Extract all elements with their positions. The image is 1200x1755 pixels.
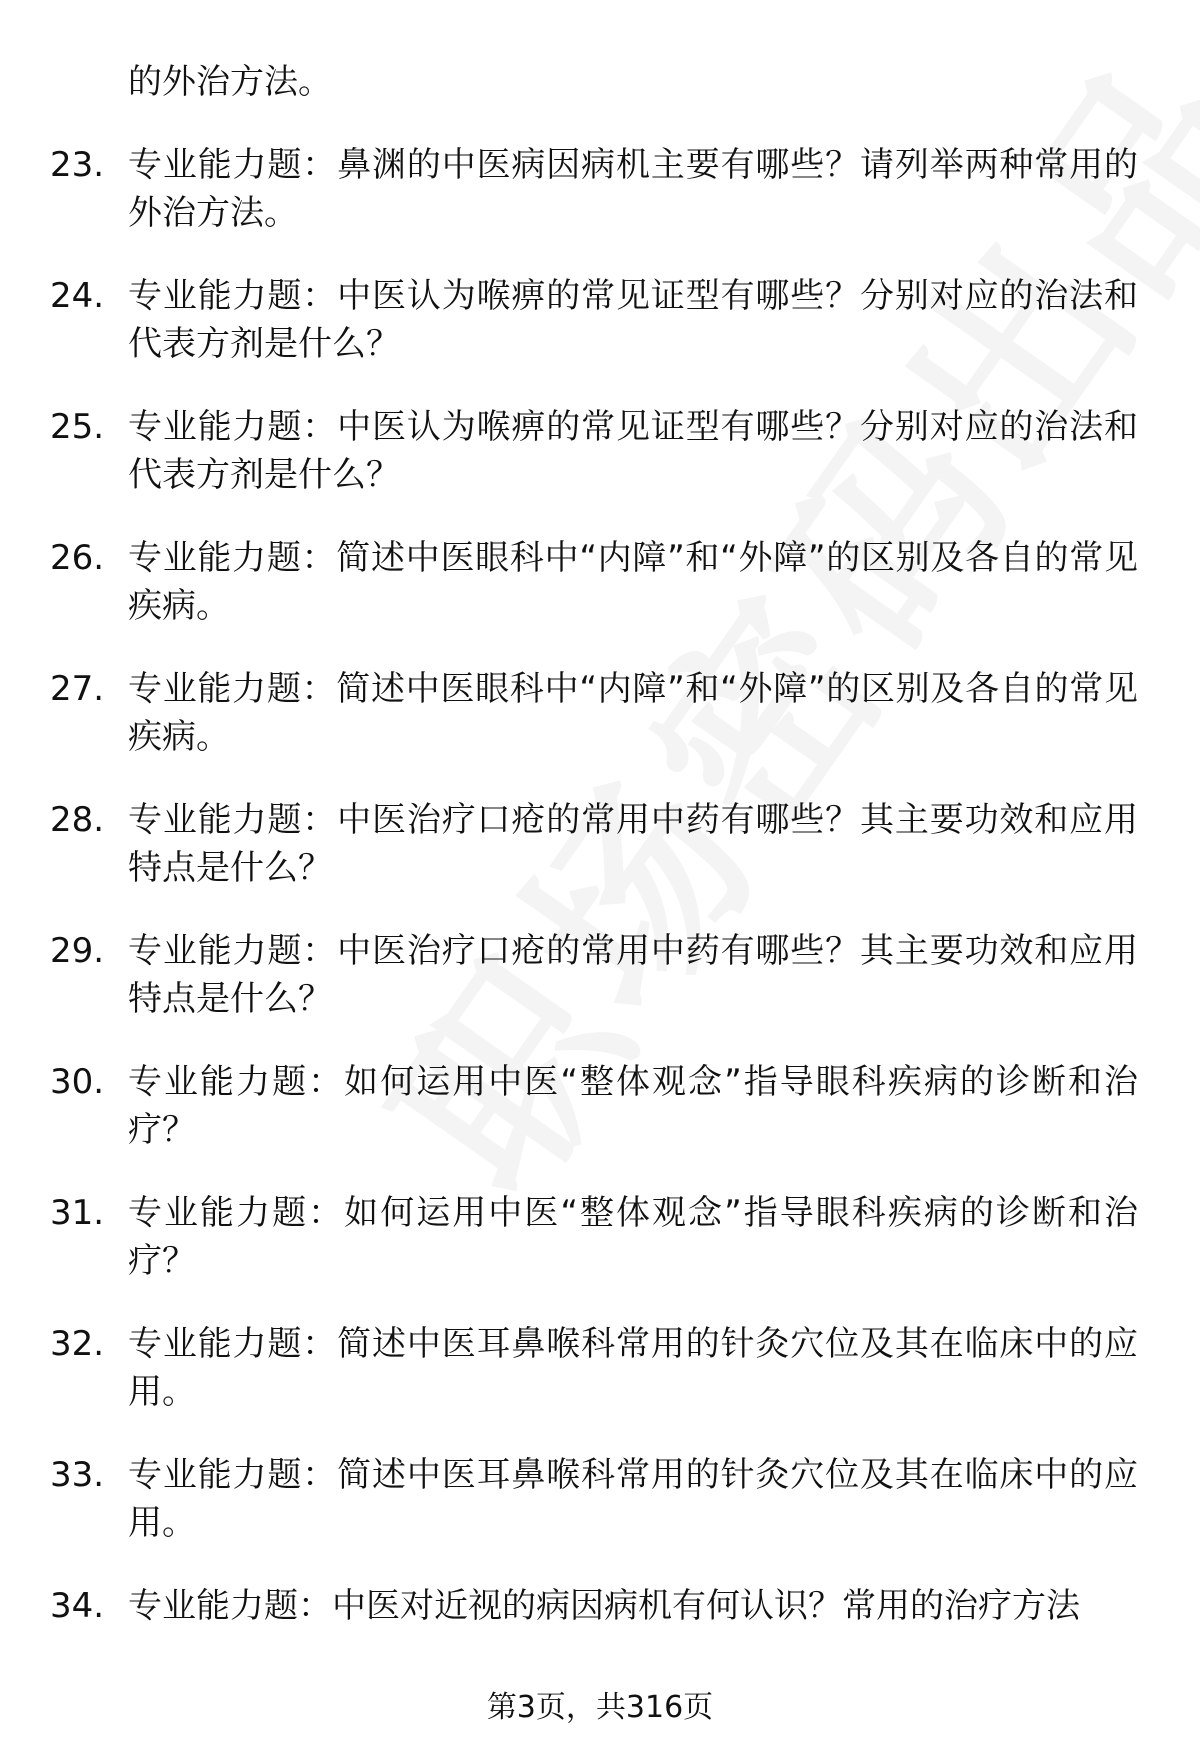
question-text: 专业能力题：简述中医眼科中“内障”和“外障”的区别及各自的常见疾病。 xyxy=(128,669,1138,757)
question-item xyxy=(0,927,1200,1058)
question-item xyxy=(0,1058,1200,1189)
question-text: 专业能力题：中医治疗口疮的常用中药有哪些？其主要功效和应用特点是什么？ xyxy=(128,800,1138,888)
question-text: 专业能力题：中医认为喉痹的常见证型有哪些？分别对应的治法和代表方剂是什么？ xyxy=(128,276,1138,364)
question-item xyxy=(0,1451,1200,1582)
continuation-text: 的外治方法。 xyxy=(128,62,332,102)
question-number: 29. xyxy=(50,931,105,971)
question-number: 30. xyxy=(50,1062,105,1102)
question-number: 31. xyxy=(50,1193,105,1233)
question-text: 专业能力题：简述中医眼科中“内障”和“外障”的区别及各自的常见疾病。 xyxy=(128,538,1138,626)
question-text: 专业能力题：中医认为喉痹的常见证型有哪些？分别对应的治法和代表方剂是什么？ xyxy=(128,407,1138,495)
question-list xyxy=(0,141,1200,1713)
question-number: 25. xyxy=(50,407,105,447)
question-text: 专业能力题：简述中医耳鼻喉科常用的针灸穴位及其在临床中的应用。 xyxy=(128,1324,1138,1412)
question-text: 专业能力题：鼻渊的中医病因病机主要有哪些？请列举两种常用的外治方法。 xyxy=(128,145,1138,233)
question-number: 34. xyxy=(50,1586,105,1626)
question-item xyxy=(0,534,1200,665)
question-text: 专业能力题：中医治疗口疮的常用中药有哪些？其主要功效和应用特点是什么？ xyxy=(128,931,1138,1019)
question-number: 32. xyxy=(50,1324,105,1364)
question-text: 专业能力题：中医对近视的病因病机有何认识？常用的治疗方法 xyxy=(128,1586,1080,1626)
question-item xyxy=(0,796,1200,927)
question-item xyxy=(0,403,1200,534)
question-number: 26. xyxy=(50,538,105,578)
question-text: 专业能力题：如何运用中医“整体观念”指导眼科疾病的诊断和治疗？ xyxy=(128,1062,1138,1150)
question-item xyxy=(0,1189,1200,1320)
question-number: 24. xyxy=(50,276,105,316)
question-item xyxy=(0,665,1200,796)
question-item xyxy=(0,272,1200,403)
question-text: 专业能力题：如何运用中医“整体观念”指导眼科疾病的诊断和治疗？ xyxy=(128,1193,1138,1281)
question-text: 专业能力题：简述中医耳鼻喉科常用的针灸穴位及其在临床中的应用。 xyxy=(128,1455,1138,1543)
question-number: 23. xyxy=(50,145,105,185)
question-number: 33. xyxy=(50,1455,105,1495)
question-item xyxy=(0,141,1200,272)
question-number: 28. xyxy=(50,800,105,840)
question-number: 27. xyxy=(50,669,105,709)
question-item xyxy=(0,1320,1200,1451)
page-footer: 第3页，共316页 xyxy=(486,1690,714,1725)
